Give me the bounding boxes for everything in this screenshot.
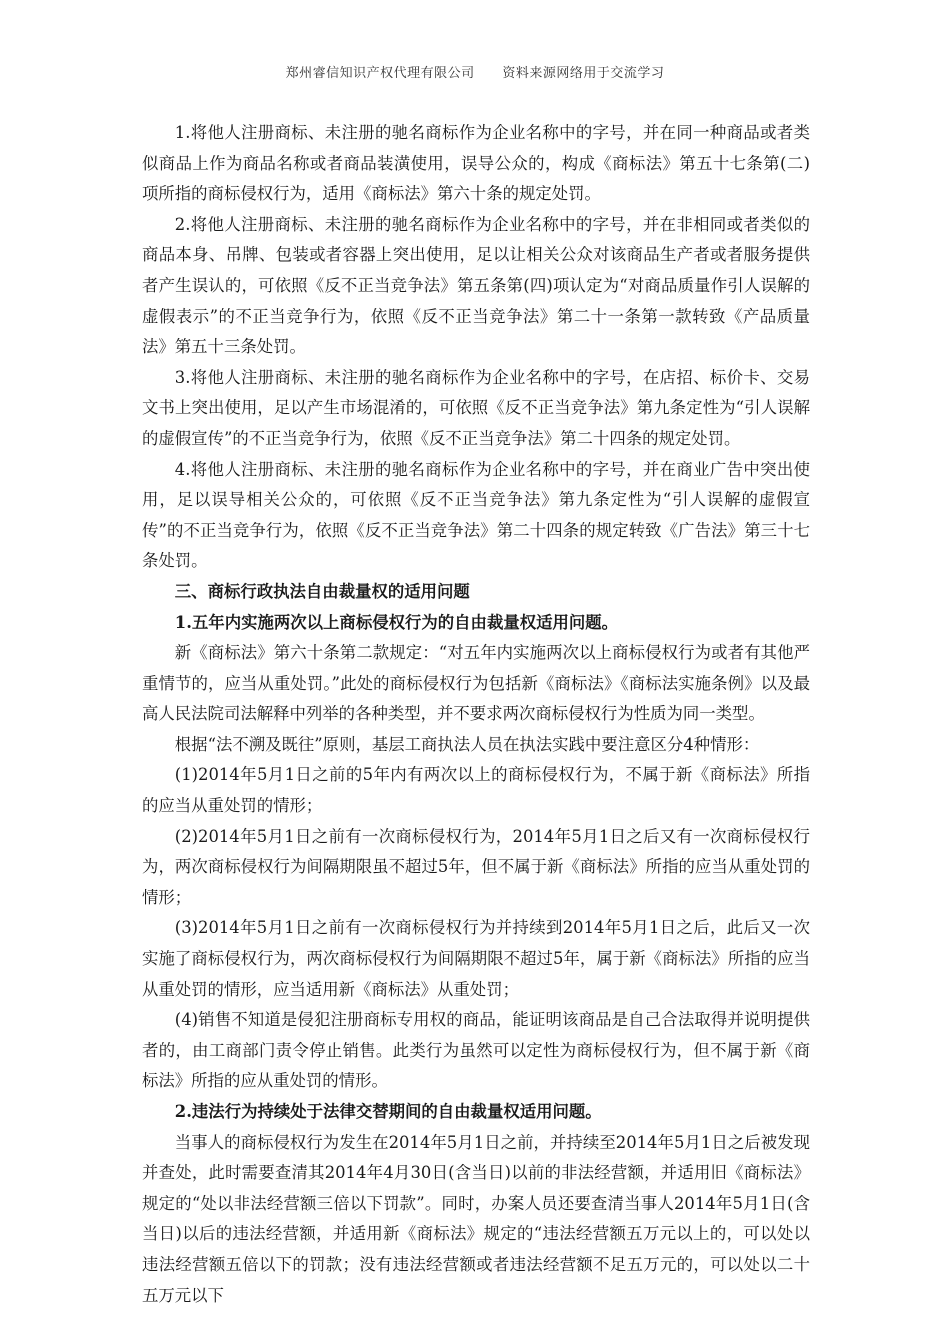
paragraph-1: 1.将他人注册商标、未注册的驰名商标作为企业名称中的字号，并在同一种商品或者类似商品上作为商品名称或者商品装潢使用，误导公众的，构成《商标法》第五十七条第(二)项所指的商标侵权行为，适用《商标法》第六十条的规定处罚。 (142, 123, 810, 204)
paragraph-5: 新《商标法》第六十条第二款规定：“对五年内实施两次以上商标侵权行为或者有其他严重情节的，应当从重处罚。”此处的商标侵权行为包括新《商标法》《商标法实施条例》以及最高人民法院司法解释中列举的各种类型，并不要求两次商标侵权行为性质为同一类型。 (142, 643, 810, 724)
list-item-4: (4)销售不知道是侵犯注册商标专用权的商品，能证明该商品是自己合法取得并说明提供者的，由工商部门责令停止销售。此类行为虽然可以定性为商标侵权行为，但不属于新《商标法》所指的应从重处罚的情形。 (142, 1010, 810, 1091)
document-body (142, 118, 810, 1311)
paragraph-3: 3.将他人注册商标、未注册的驰名商标作为企业名称中的字号，在店招、标价卡、交易文书上突出使用，足以产生市场混淆的，可依照《反不正当竞争法》第九条定性为“引人误解的虚假宣传”的不正当竞争行为，依照《反不正当竞争法》第二十四条的规定处罚。 (142, 367, 810, 448)
section-heading: 三、商标行政执法自由裁量权的适用问题 (174, 581, 470, 601)
paragraph-4: 4.将他人注册商标、未注册的驰名商标作为企业名称中的字号，并在商业广告中突出使用，足以误导相关公众的，可依照《反不正当竞争法》第九条定性为“引人误解的虚假宣传”的不正当竞争行为，依照《反不正当竞争法》第二十四条的规定转致《广告法》第三十七条处罚。 (142, 459, 810, 571)
list-item-1: (1)2014年5月1日之前的5年内有两次以上的商标侵权行为，不属于新《商标法》所指的应当从重处罚的情形； (142, 765, 810, 816)
subsection-heading-2: 2.违法行为持续处于法律交替期间的自由裁量权适用问题。 (174, 1102, 602, 1121)
list-item-2: (2)2014年5月1日之前有一次商标侵权行为，2014年5月1日之后又有一次商标侵权行为，两次商标侵权行为间隔期限虽不超过5年，但不属于新《商标法》所指的应当从重处罚的情形； (142, 826, 810, 907)
subsection-heading-1: 1.五年内实施两次以上商标侵权行为的自由裁量权适用问题。 (174, 612, 619, 632)
paragraph-7: 当事人的商标侵权行为发生在2014年5月1日之前，并持续至2014年5月1日之后被发现并查处，此时需要查清其2014年4月30日(含当日)以前的非法经营额，并适用旧《商标法》规定的“处以非法经营额三倍以下罚款”。同时，办案人员还要查清当事人2014年5月1日(含当日)以后的违法经营额，并适用新《商标法》规定的“违法经营额五万元以上的，可以处以违法经营额五倍以下的罚款；没有违法经营额或者违法经营额不足五万元的，可以处以二十五万元以下 (142, 1132, 810, 1305)
list-item-3: (3)2014年5月1日之前有一次商标侵权行为并持续到2014年5月1日之后，此后又一次实施了商标侵权行为，两次商标侵权行为间隔期限不超过5年，属于新《商标法》所指的应当从重处罚的情形，应当适用新《商标法》从重处罚； (142, 918, 810, 999)
paragraph-6: 根据“法不溯及既往”原则，基层工商执法人员在执法实践中要注意区分4种情形： (174, 734, 760, 754)
page-header: 郑州睿信知识产权代理有限公司 资料来源网络用于交流学习 (285, 66, 665, 81)
paragraph-2: 2.将他人注册商标、未注册的驰名商标作为企业名称中的字号，并在非相同或者类似的商品本身、吊牌、包装或者容器上突出使用，足以让相关公众对该商品生产者或者服务提供者产生误认的，可依照《反不正当竞争法》第五条第(四)项认定为“对商品质量作引人误解的虚假表示”的不正当竞争行为，依照《反不正当竞争法》第二十一条第一款转致《产品质量法》第五十三条处罚。 (142, 214, 810, 357)
